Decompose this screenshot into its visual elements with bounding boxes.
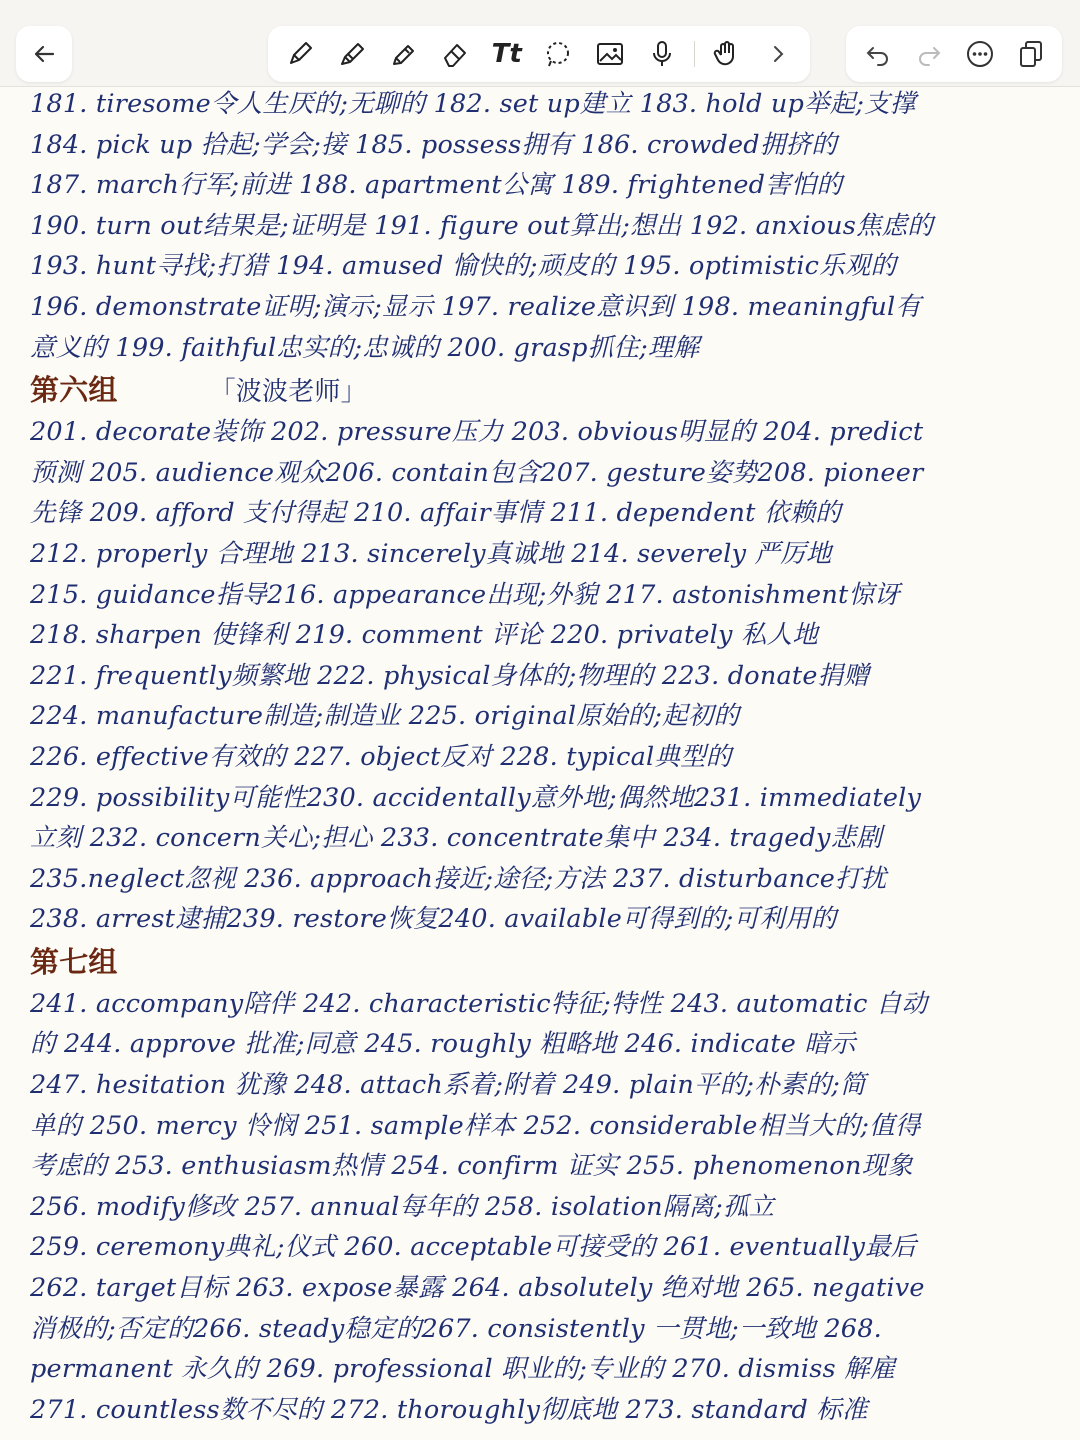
hand-icon[interactable]: [706, 34, 746, 74]
note-line: 消极的;否定的266. steady稳定的267. consistently 一贯地;一致地 268.: [30, 1313, 882, 1344]
back-arrow-icon: [24, 34, 64, 74]
drawing-tools-bar: [268, 26, 810, 82]
note-line: 单的 250. mercy 怜悯 251. sample样本 252. considerable相当大的;值得: [30, 1110, 921, 1141]
note-line: permanent 永久的 269. professional 职业的;专业的 270. dismiss 解雇: [30, 1354, 896, 1385]
group-seven-heading: [30, 940, 1060, 984]
note-line: 247. hesitation 犹豫 248. attach系着;附着 249. plain平的;朴素的;简: [30, 1070, 866, 1101]
author-note: 「波波老师」: [209, 377, 367, 408]
note-line: 218. sharpen 使锋利 219. comment 评论 220. privately 私人地: [30, 620, 819, 651]
group-title: 第六组: [30, 373, 118, 408]
note-line: 215. guidance指导216. appearance出现;外貌 217. astonishment惊讶: [30, 579, 900, 610]
note-line: 212. properly 合理地 213. sincerely真诚地 214. severely 严厉地: [30, 538, 832, 569]
microphone-icon[interactable]: [642, 34, 682, 74]
note-line: 256. modify修改 257. annual每年的 258. isolation隔离;孤立: [30, 1191, 775, 1222]
note-line: 226. effective有效的 227. object反对 228. typical典型的: [30, 741, 732, 772]
marker-icon[interactable]: [383, 34, 423, 74]
note-line: 立刻 232. concern关心;担心 233. concentrate集中 234. tragedy悲剧: [30, 823, 883, 854]
note-line: 229. possibility可能性230. accidentally意外地;偶然地231. immediately: [30, 782, 922, 813]
note-line: 259. ceremony典礼;仪式 260. acceptable可接受的 261. eventually最后: [30, 1232, 917, 1263]
note-line: 221. frequently频繁地 222. physical身体的;物理的 223. donate捐赠: [30, 660, 870, 691]
text-tool-icon[interactable]: Tt: [491, 39, 522, 69]
note-line: 190. turn out结果是;证明是 191. figure out算出;想出 192. anxious焦虑的: [30, 210, 934, 241]
note-line: 的 244. approve 批准;同意 245. roughly 粗略地 246. indicate 暗示: [30, 1029, 856, 1060]
undo-icon[interactable]: [858, 34, 898, 74]
pages-icon[interactable]: [1011, 34, 1051, 74]
note-line: 235.neglect忽视 236. approach接近;途径;方法 237. disturbance打扰: [30, 863, 887, 894]
image-icon[interactable]: [590, 34, 630, 74]
top-toolbar: [0, 0, 1080, 87]
note-line: 184. pick up 拾起;学会;接 185. possess拥有 186. crowded拥挤的: [30, 129, 837, 160]
note-line: 预测 205. audience观众206. contain包含207. gesture姿势208. pioneer: [30, 457, 924, 488]
note-line: 181. tiresome令人生厌的;无聊的 182. set up建立 183. hold up举起;支撑: [30, 89, 916, 119]
note-line: 意义的 199. faithful忠实的;忠诚的 200. grasp抓住;理解: [30, 332, 700, 363]
lasso-icon[interactable]: [538, 34, 578, 74]
group-title: 第七组: [30, 944, 118, 979]
note-line: 196. demonstrate证明;演示;显示 197. realize意识到 198. meaningful有: [30, 291, 922, 322]
highlighter-icon[interactable]: [332, 34, 372, 74]
toolbar-separator: [694, 41, 695, 67]
back-button[interactable]: [16, 26, 72, 82]
eraser-icon[interactable]: [435, 34, 475, 74]
note-line: 238. arrest逮捕239. restore恢复240. available可得到的;可利用的: [30, 904, 837, 935]
pen-icon[interactable]: [280, 34, 320, 74]
note-line: 271. countless数不尽的 272. thoroughly彻底地 273. standard 标准: [30, 1394, 868, 1425]
handwritten-notes: [30, 84, 1060, 1430]
note-line: 224. manufacture制造;制造业 225. original原始的;起初的: [30, 701, 740, 732]
chevron-right-icon[interactable]: [758, 34, 798, 74]
note-line: 考虑的 253. enthusiasm热情 254. confirm 证实 255. phenomenon现象: [30, 1151, 913, 1182]
note-line: 262. target目标 263. expose暴露 264. absolutely 绝对地 265. negative: [30, 1273, 925, 1304]
note-line: 241. accompany陪伴 242. characteristic特征;特性 243. automatic 自动: [30, 988, 928, 1019]
redo-icon[interactable]: [909, 34, 949, 74]
more-icon[interactable]: [960, 34, 1000, 74]
group-six-heading: [30, 368, 1060, 412]
note-line: 193. hunt寻找;打猎 194. amused 愉快的;顽皮的 195. optimistic乐观的: [30, 251, 897, 282]
note-line: 201. decorate装饰 202. pressure压力 203. obvious明显的 204. predict: [30, 417, 924, 448]
page-actions-bar: [846, 26, 1062, 82]
note-line: 187. march行军;前进 188. apartment公寓 189. frightened害怕的: [30, 170, 843, 201]
note-line: 先锋 209. afford 支付得起 210. affair事情 211. dependent 依赖的: [30, 498, 841, 529]
